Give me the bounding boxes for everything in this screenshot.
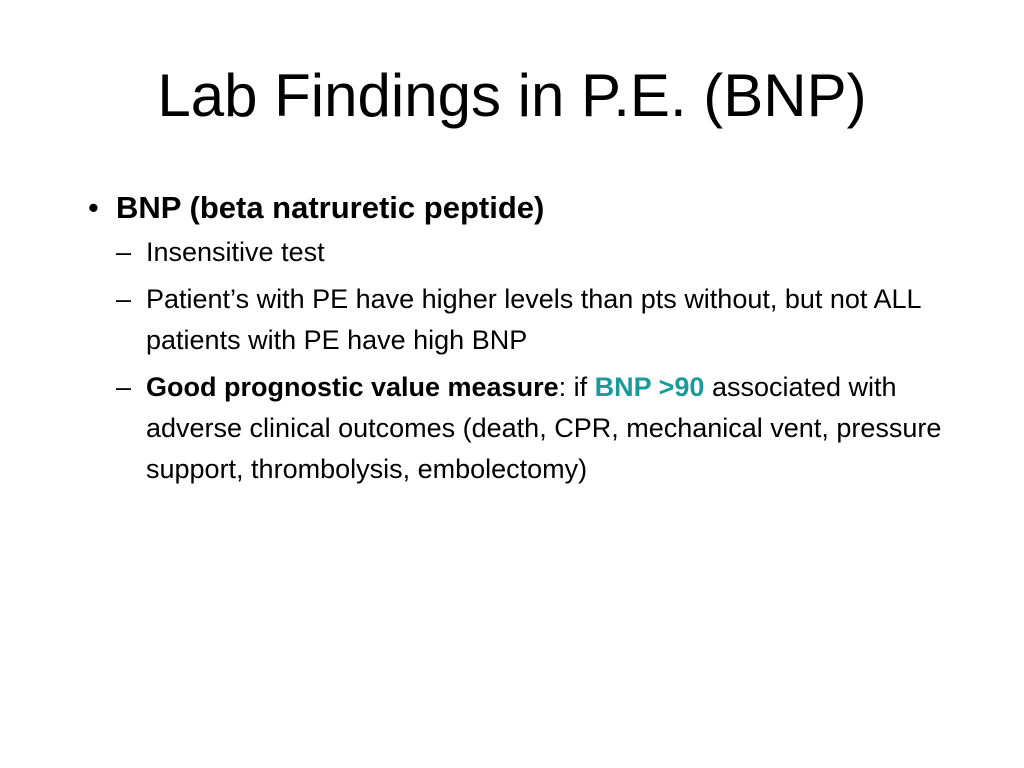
sub-bullet-list bbox=[88, 232, 988, 490]
slide-content bbox=[88, 186, 988, 496]
sub-bullet-item bbox=[88, 367, 988, 490]
slide-title: Lab Findings in P.E. (BNP) bbox=[157, 62, 867, 129]
main-bullet bbox=[88, 186, 988, 230]
prognostic-rest-text: associated with adverse clinical outcomes (death, CPR, mechanical vent, pressure support, thrombolysis, embolectomy) bbox=[146, 372, 942, 484]
sub-bullet-item bbox=[88, 232, 988, 273]
sub-bullet-text: Patient’s with PE have higher levels than pts without, but not ALL patients with PE have high BNP bbox=[146, 284, 921, 355]
dash-icon: – bbox=[116, 237, 132, 267]
prognostic-bold-text: Good prognostic value measure bbox=[146, 372, 559, 402]
sub-bullet-item bbox=[88, 279, 988, 361]
main-bullet-text: BNP (beta natruretic peptide) bbox=[116, 190, 545, 225]
bnp-threshold-highlight: BNP >90 bbox=[594, 372, 705, 402]
bullet-icon: • bbox=[88, 190, 99, 225]
dash-icon: – bbox=[116, 284, 132, 314]
dash-icon: – bbox=[116, 372, 132, 402]
prognostic-mid-text: : if bbox=[558, 372, 595, 402]
sub-bullet-text: Insensitive test bbox=[146, 237, 325, 267]
